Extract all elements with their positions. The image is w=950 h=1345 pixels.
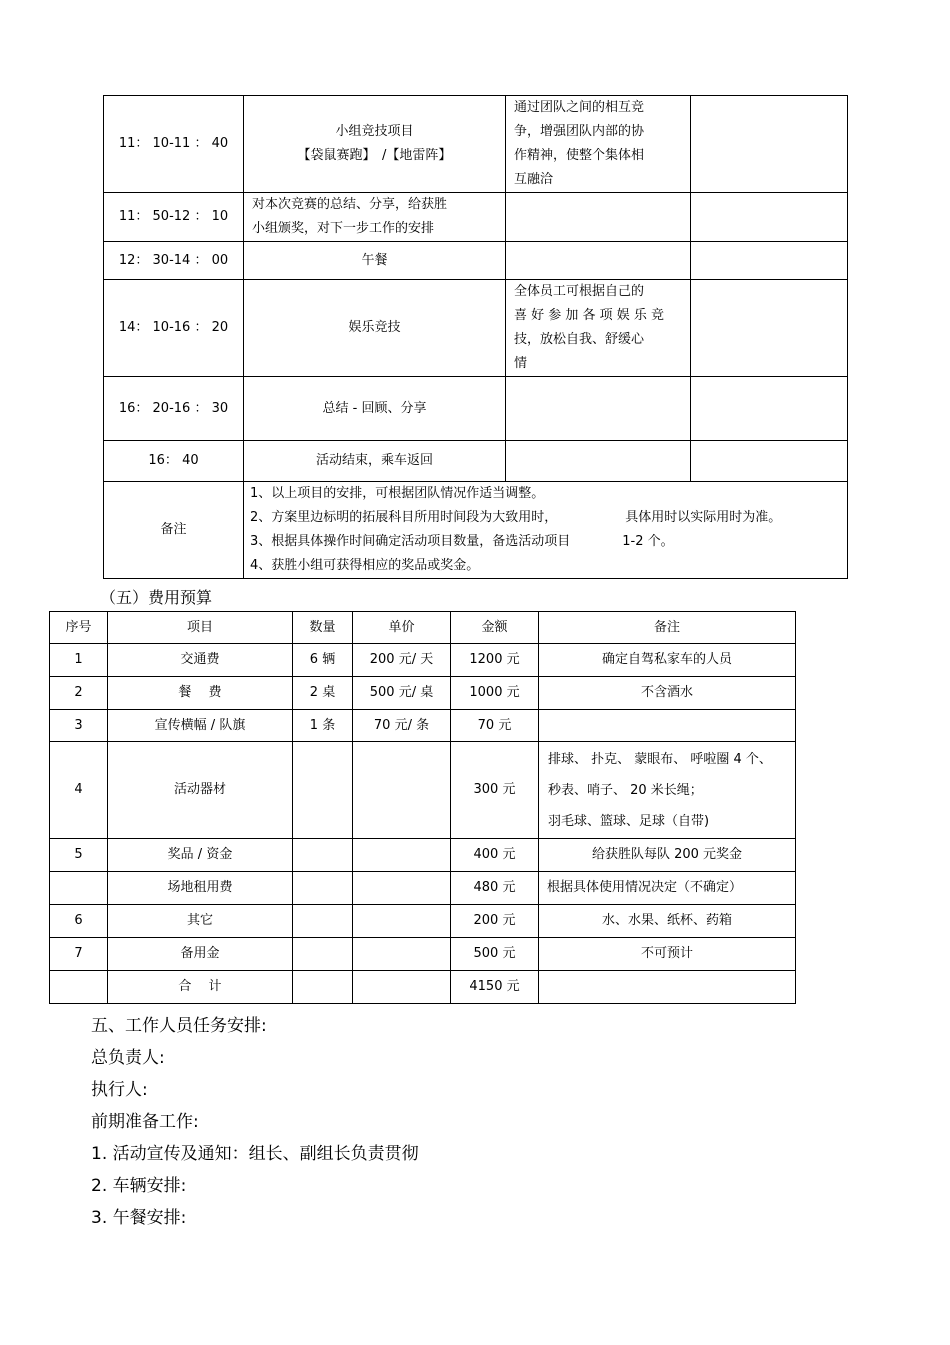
row-price bbox=[353, 905, 451, 938]
item-line: 小组竞技项目 bbox=[335, 124, 414, 139]
row-note bbox=[539, 971, 796, 1004]
time-cell: 16： 20-16 ： 30 bbox=[104, 377, 244, 441]
task-line: 2. 车辆安排: bbox=[91, 1176, 187, 1196]
row-item: 备用金 bbox=[108, 938, 293, 971]
note-line: 1、以上项目的安排，可根据团队情况作适当调整。 bbox=[250, 486, 545, 501]
table-row bbox=[50, 644, 796, 677]
row-number: 4 bbox=[50, 742, 108, 839]
task-line: 3. 午餐安排: bbox=[91, 1208, 187, 1228]
empty-cell bbox=[691, 242, 848, 280]
budget-table bbox=[49, 611, 796, 1004]
row-number: 1 bbox=[50, 644, 108, 677]
column-header: 单价 bbox=[353, 612, 451, 644]
purpose-line: 技，放松自我、舒缓心 bbox=[514, 332, 645, 347]
purpose-cell bbox=[506, 96, 691, 193]
purpose-line: 喜 好 参 加 各 项 娱 乐 竞 bbox=[514, 308, 665, 323]
row-number bbox=[50, 971, 108, 1004]
row-number: 7 bbox=[50, 938, 108, 971]
row-price bbox=[353, 839, 451, 872]
purpose-line: 通过团队之间的相互竞 bbox=[514, 100, 645, 115]
item-cell: 娱乐竞技 bbox=[244, 280, 506, 377]
purpose-cell bbox=[506, 242, 691, 280]
note-text: 具体用时以实际用时为准。 bbox=[625, 510, 782, 525]
table-row bbox=[50, 742, 796, 839]
purpose-line: 情 bbox=[514, 356, 528, 371]
note-text: 1-2 个。 bbox=[622, 534, 674, 549]
item-cell: 午餐 bbox=[244, 242, 506, 280]
row-note: 给获胜队每队 200 元奖金 bbox=[539, 839, 796, 872]
table-row bbox=[50, 872, 796, 905]
item-cell: 活动结束，乘车返回 bbox=[244, 441, 506, 482]
time-cell: 12： 30-14 ： 00 bbox=[104, 242, 244, 280]
column-header: 备注 bbox=[539, 612, 796, 644]
purpose-line: 争，增强团队内部的协 bbox=[514, 124, 645, 139]
task-heading: 五、工作人员任务安排: bbox=[91, 1016, 267, 1036]
row-item: 其它 bbox=[108, 905, 293, 938]
total-row bbox=[50, 971, 796, 1004]
note-line: 4、获胜小组可获得相应的奖品或奖金。 bbox=[250, 558, 480, 573]
table-row bbox=[104, 377, 848, 441]
task-line: 执行人: bbox=[91, 1080, 148, 1100]
purpose-cell bbox=[506, 441, 691, 482]
row-price: 500 元/ 桌 bbox=[353, 677, 451, 710]
note-text: 2、方案里边标明的拓展科目所用时间段为大致用时， bbox=[250, 510, 558, 525]
column-header: 数量 bbox=[293, 612, 353, 644]
time-cell: 16： 40 bbox=[104, 441, 244, 482]
purpose-line: 全体员工可根据自己的 bbox=[514, 284, 645, 299]
row-note bbox=[539, 742, 796, 839]
item-cell bbox=[244, 96, 506, 193]
table-row bbox=[104, 96, 848, 193]
purpose-cell bbox=[506, 280, 691, 377]
notes-row bbox=[104, 482, 848, 579]
column-header: 金额 bbox=[451, 612, 539, 644]
row-note: 不可预计 bbox=[539, 938, 796, 971]
notes-label: 备注 bbox=[104, 482, 244, 579]
note-line bbox=[250, 506, 847, 530]
table-row bbox=[104, 193, 848, 242]
table-row bbox=[50, 839, 796, 872]
row-qty: 1 条 bbox=[293, 710, 353, 742]
row-note bbox=[539, 710, 796, 742]
table-row bbox=[50, 677, 796, 710]
row-note: 根据具体使用情况决定（不确定） bbox=[539, 872, 796, 905]
row-item: 合 计 bbox=[108, 971, 293, 1004]
row-qty: 2 桌 bbox=[293, 677, 353, 710]
note-line: 羽毛球、篮球、足球（自带) bbox=[548, 813, 710, 829]
empty-cell bbox=[691, 377, 848, 441]
purpose-line: 作精神，使整个集体相 bbox=[514, 148, 645, 163]
row-number: 3 bbox=[50, 710, 108, 742]
row-amount: 200 元 bbox=[451, 905, 539, 938]
note-text: 3、根据具体操作时间确定活动项目数量，备选活动项目 bbox=[250, 534, 571, 549]
row-item: 奖品 / 资金 bbox=[108, 839, 293, 872]
time-cell: 11： 10-11 ： 40 bbox=[104, 96, 244, 193]
task-line: 总负责人: bbox=[91, 1048, 165, 1068]
row-item: 活动器材 bbox=[108, 742, 293, 839]
empty-cell bbox=[691, 280, 848, 377]
table-row bbox=[50, 905, 796, 938]
row-amount: 4150 元 bbox=[451, 971, 539, 1004]
row-note: 确定自驾私家车的人员 bbox=[539, 644, 796, 677]
row-note: 不含酒水 bbox=[539, 677, 796, 710]
row-amount: 400 元 bbox=[451, 839, 539, 872]
budget-section-title: （五）费用预算 bbox=[100, 588, 213, 607]
row-price bbox=[353, 872, 451, 905]
row-price bbox=[353, 938, 451, 971]
note-line: 秒表、哨子、 20 米长绳； bbox=[548, 782, 703, 798]
row-qty bbox=[293, 971, 353, 1004]
item-cell bbox=[244, 193, 506, 242]
item-line: 小组颁奖，对下一步工作的安排 bbox=[252, 221, 435, 236]
row-item: 餐 费 bbox=[108, 677, 293, 710]
row-number: 6 bbox=[50, 905, 108, 938]
table-row bbox=[50, 938, 796, 971]
task-section bbox=[91, 1010, 419, 1234]
schedule-table bbox=[103, 95, 848, 579]
row-qty bbox=[293, 905, 353, 938]
row-qty: 6 辆 bbox=[293, 644, 353, 677]
row-item: 宣传横幅 / 队旗 bbox=[108, 710, 293, 742]
purpose-line: 互融洽 bbox=[514, 172, 554, 187]
row-amount: 1000 元 bbox=[451, 677, 539, 710]
purpose-cell bbox=[506, 377, 691, 441]
item-line: 【袋鼠赛跑】 /【地雷阵】 bbox=[297, 148, 452, 163]
column-header: 项目 bbox=[108, 612, 293, 644]
empty-cell bbox=[691, 96, 848, 193]
empty-cell bbox=[691, 441, 848, 482]
row-price bbox=[353, 742, 451, 839]
note-line: 排球、 扑克、 蒙眼布、 呼啦圈 4 个、 bbox=[548, 751, 772, 767]
task-line: 前期准备工作: bbox=[91, 1112, 199, 1132]
row-number bbox=[50, 872, 108, 905]
row-amount: 1200 元 bbox=[451, 644, 539, 677]
notes-cell bbox=[244, 482, 848, 579]
table-row bbox=[104, 280, 848, 377]
table-row bbox=[50, 710, 796, 742]
row-amount: 70 元 bbox=[451, 710, 539, 742]
row-price: 70 元/ 条 bbox=[353, 710, 451, 742]
row-amount: 500 元 bbox=[451, 938, 539, 971]
item-cell: 总结 - 回顾、分享 bbox=[244, 377, 506, 441]
row-number: 2 bbox=[50, 677, 108, 710]
row-qty bbox=[293, 872, 353, 905]
purpose-cell bbox=[506, 193, 691, 242]
row-item: 交通费 bbox=[108, 644, 293, 677]
row-qty bbox=[293, 839, 353, 872]
row-note: 水、水果、纸杯、药箱 bbox=[539, 905, 796, 938]
note-line bbox=[250, 530, 847, 554]
row-qty bbox=[293, 938, 353, 971]
time-cell: 11： 50-12 ： 10 bbox=[104, 193, 244, 242]
task-line: 1. 活动宣传及通知：组长、副组长负责贯彻 bbox=[91, 1144, 419, 1164]
item-line: 对本次竞赛的总结、分享，给获胜 bbox=[252, 197, 448, 212]
time-cell: 14： 10-16 ： 20 bbox=[104, 280, 244, 377]
row-number: 5 bbox=[50, 839, 108, 872]
empty-cell bbox=[691, 193, 848, 242]
table-row bbox=[104, 242, 848, 280]
header-row bbox=[50, 612, 796, 644]
table-row bbox=[104, 441, 848, 482]
row-amount: 480 元 bbox=[451, 872, 539, 905]
row-price bbox=[353, 971, 451, 1004]
row-item: 场地租用费 bbox=[108, 872, 293, 905]
row-amount: 300 元 bbox=[451, 742, 539, 839]
column-header: 序号 bbox=[50, 612, 108, 644]
row-qty bbox=[293, 742, 353, 839]
row-price: 200 元/ 天 bbox=[353, 644, 451, 677]
